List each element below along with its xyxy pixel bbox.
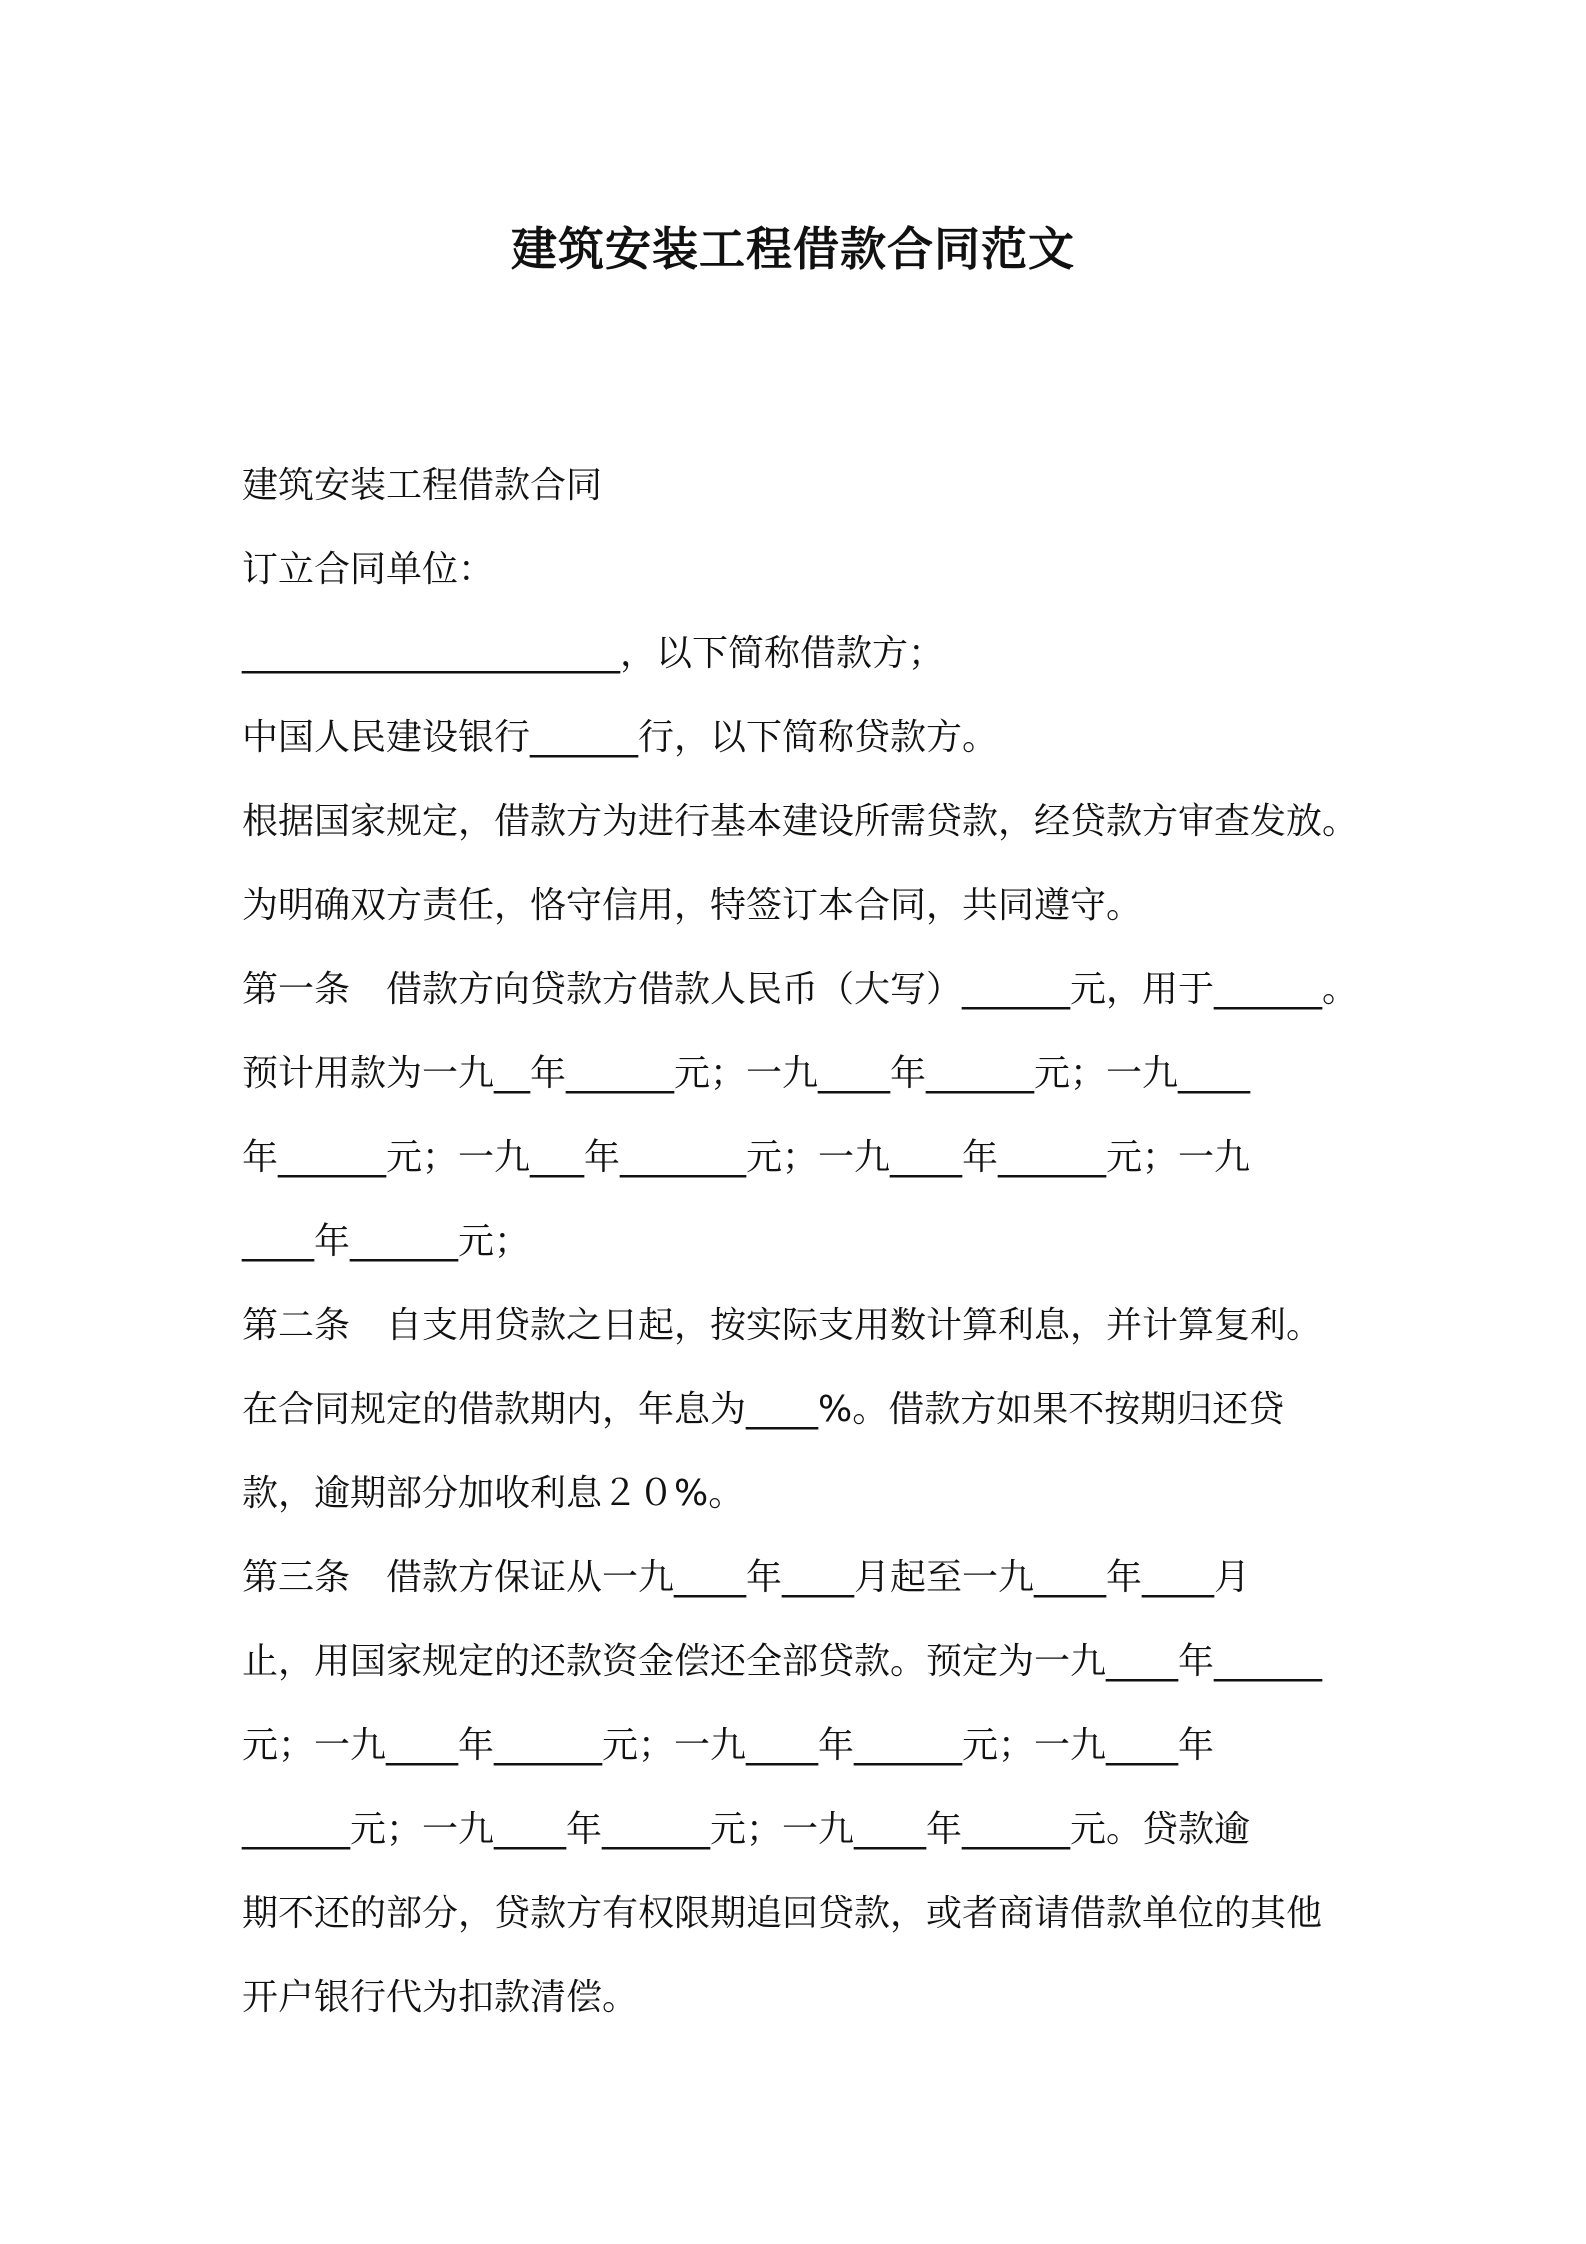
borrower-line: _____________________，以下简称借款方； xyxy=(242,633,945,674)
article-3-line-2: 止，用国家规定的还款资金偿还全部贷款。预定为一九____年______ xyxy=(242,1641,1323,1682)
lender-line: 中国人民建设银行______行，以下简称贷款方。 xyxy=(242,717,999,758)
preamble-line-2: 为明确双方责任，恪守信用，特签订本合同，共同遵守。 xyxy=(242,885,1143,926)
preamble-line-1: 根据国家规定，借款方为进行基本建设所需贷款，经贷款方审查发放。 xyxy=(242,801,1359,842)
document-body xyxy=(242,444,1362,2040)
article-2-line-1: 第二条 自支用贷款之日起，按实际支用数计算利息，并计算复利。 xyxy=(242,1305,1323,1346)
document-title: 建筑安装工程借款合同范文 xyxy=(511,222,1075,276)
article-3-line-5: 期不还的部分，贷款方有权限期追回贷款，或者商请借款单位的其他 xyxy=(242,1893,1323,1934)
article-3-line-6: 开户银行代为扣款清偿。 xyxy=(242,1977,639,2018)
article-2-line-2: 在合同规定的借款期内，年息为____%。借款方如果不按期归还贷 xyxy=(242,1389,1285,1430)
article-1-line-2: 预计用款为一九__年______元；一九____年______元；一九____ xyxy=(242,1053,1251,1094)
article-3-line-4: ______元；一九____年______元；一九____年______元。贷款逾 xyxy=(242,1809,1251,1850)
article-1-line-1: 第一条 借款方向贷款方借款人民币（大写）______元，用于______。 xyxy=(242,969,1359,1010)
article-1-line-3: 年______元；一九___年_______元；一九____年______元；一九 xyxy=(242,1137,1251,1178)
article-3-line-3: 元；一九____年______元；一九____年______元；一九____年 xyxy=(242,1725,1215,1766)
article-1-line-4: ____年______元； xyxy=(242,1221,531,1262)
article-2-line-3: 款，逾期部分加收利息２０%。 xyxy=(242,1473,745,1514)
parties-label: 订立合同单位： xyxy=(242,549,495,590)
article-3-line-1: 第三条 借款方保证从一九____年____月起至一九____年____月 xyxy=(242,1557,1251,1598)
contract-heading: 建筑安装工程借款合同 xyxy=(242,465,603,506)
